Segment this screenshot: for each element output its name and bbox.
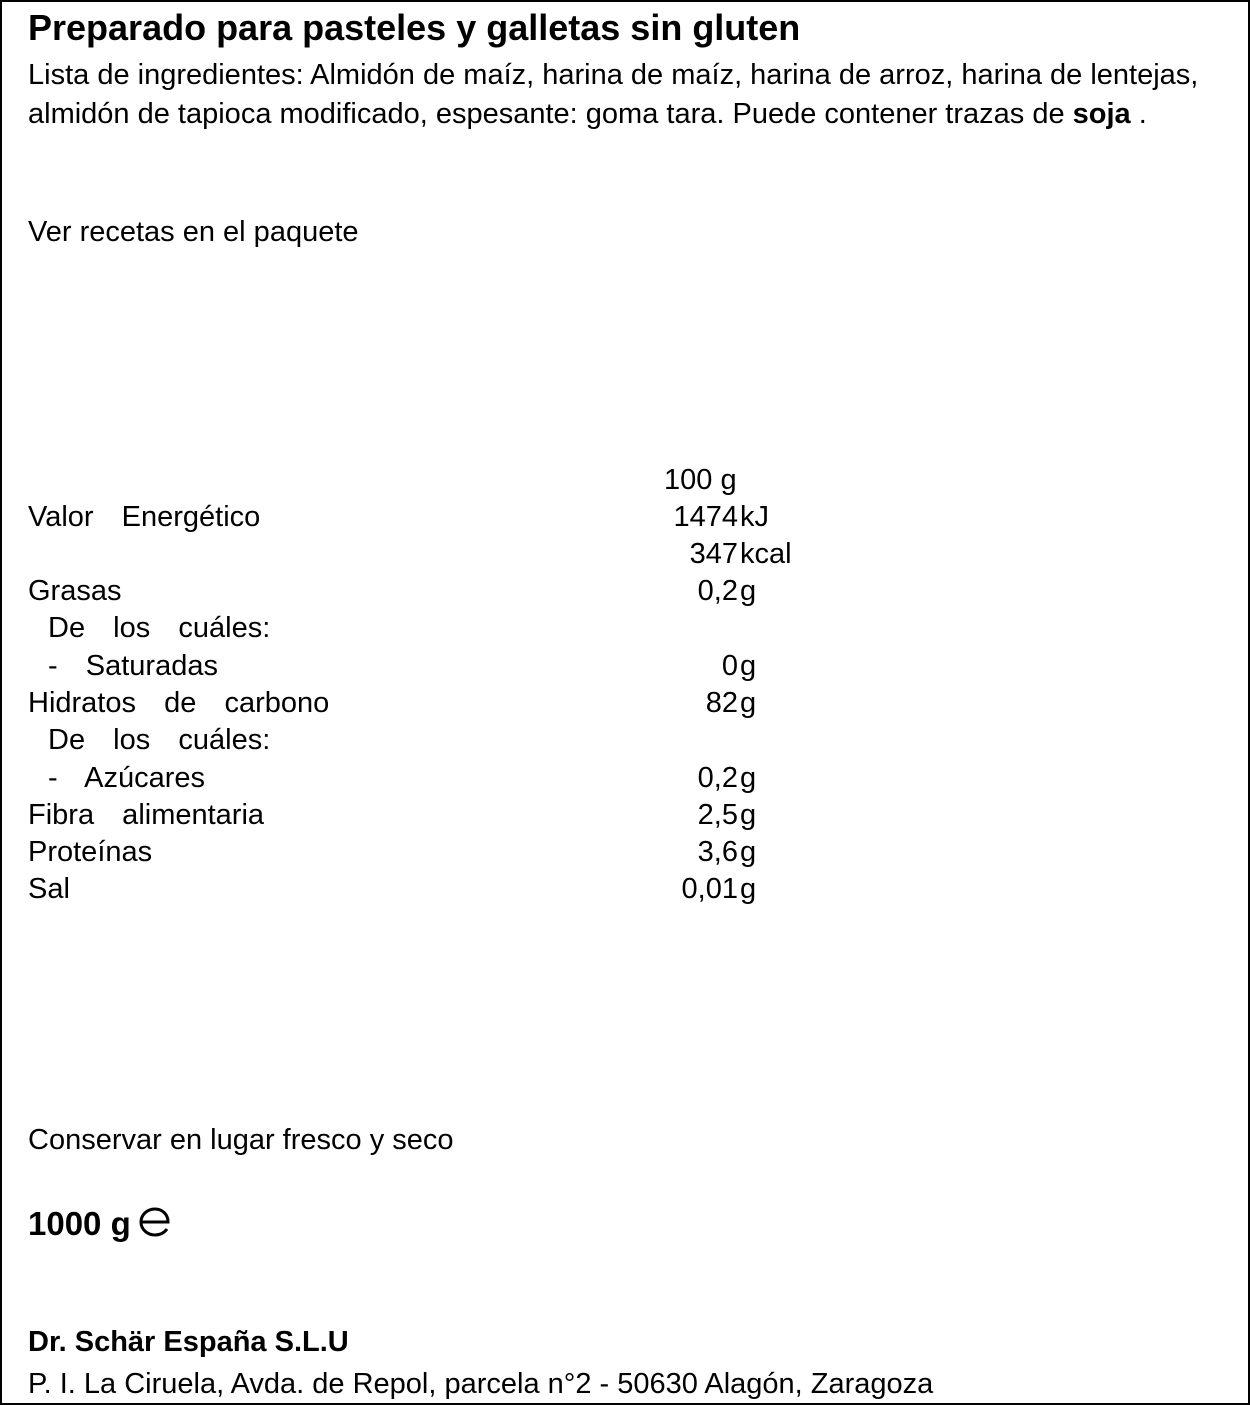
nutrition-label: Proteínas bbox=[28, 836, 153, 868]
product-title: Preparado para pasteles y galletas sin gluten bbox=[28, 7, 801, 48]
storage-note: Conservar en lugar fresco y seco bbox=[28, 1124, 454, 1156]
nutrition-row bbox=[28, 722, 808, 758]
net-weight bbox=[28, 1202, 173, 1248]
nutrition-unit: g bbox=[740, 687, 757, 719]
nutrition-unit: g bbox=[740, 762, 757, 794]
ingredients-text: Lista de ingredientes: Almidón de maíz, harina de maíz, harina de arroz, harina de lentejas, almidón de tapioca modificado, espesante: goma tara. Puede contener trazas de bbox=[28, 59, 1199, 130]
nutrition-row bbox=[28, 871, 808, 907]
nutrition-per-header: 100 g bbox=[664, 464, 737, 496]
nutrition-value: 2,5 bbox=[697, 799, 738, 831]
nutrition-row-energy-kj bbox=[28, 499, 808, 535]
nutrition-row bbox=[28, 760, 808, 796]
net-weight-value: 1000 g bbox=[28, 1205, 131, 1242]
nutrition-value: 0 bbox=[721, 650, 738, 682]
nutrition-row bbox=[28, 610, 808, 646]
nutrition-label: Fibra alimentaria bbox=[28, 799, 265, 831]
nutrition-label: Valor Energético bbox=[28, 501, 261, 533]
nutrition-label: De los cuáles: bbox=[48, 612, 271, 644]
nutrition-row bbox=[28, 573, 808, 609]
nutrition-value: 82 bbox=[705, 687, 738, 719]
nutrition-unit: g bbox=[740, 873, 757, 905]
allergen-text: soja bbox=[1072, 98, 1131, 130]
nutrition-row bbox=[28, 834, 808, 870]
nutrition-label: - Azúcares bbox=[48, 762, 206, 794]
ingredients-end: . bbox=[1130, 98, 1147, 130]
nutrition-row bbox=[28, 685, 808, 721]
recipes-note: Ver recetas en el paquete bbox=[28, 216, 359, 248]
nutrition-label: Hidratos de carbono bbox=[28, 687, 330, 719]
nutrition-unit: g bbox=[740, 799, 757, 831]
company-name: Dr. Schär España S.L.U bbox=[28, 1326, 349, 1358]
nutrition-unit: kcal bbox=[740, 538, 792, 570]
nutrition-value: 1474 bbox=[673, 501, 738, 533]
nutrition-label: Grasas bbox=[28, 575, 122, 607]
nutrition-value: 0,2 bbox=[697, 762, 738, 794]
nutrition-label: De los cuáles: bbox=[48, 724, 271, 756]
nutrition-unit: g bbox=[740, 836, 757, 868]
nutrition-label: - Saturadas bbox=[48, 650, 218, 682]
nutrition-unit: kJ bbox=[740, 501, 769, 533]
nutrition-unit: g bbox=[740, 575, 757, 607]
nutrition-value: 347 bbox=[689, 538, 738, 570]
nutrition-label: Sal bbox=[28, 873, 70, 905]
nutrition-row bbox=[28, 797, 808, 833]
company-address: P. I. La Ciruela, Avda. de Repol, parcela n°2 - 50630 Alagón, Zaragoza bbox=[28, 1368, 934, 1400]
ingredients-list bbox=[28, 56, 1228, 134]
nutrition-row bbox=[28, 648, 808, 684]
nutrition-unit: g bbox=[740, 650, 757, 682]
nutrition-row-energy-kcal bbox=[28, 536, 808, 572]
estimated-sign-icon bbox=[137, 1204, 173, 1248]
nutrition-value: 0,01 bbox=[681, 873, 738, 905]
nutrition-value: 0,2 bbox=[697, 575, 738, 607]
nutrition-value: 3,6 bbox=[697, 836, 738, 868]
